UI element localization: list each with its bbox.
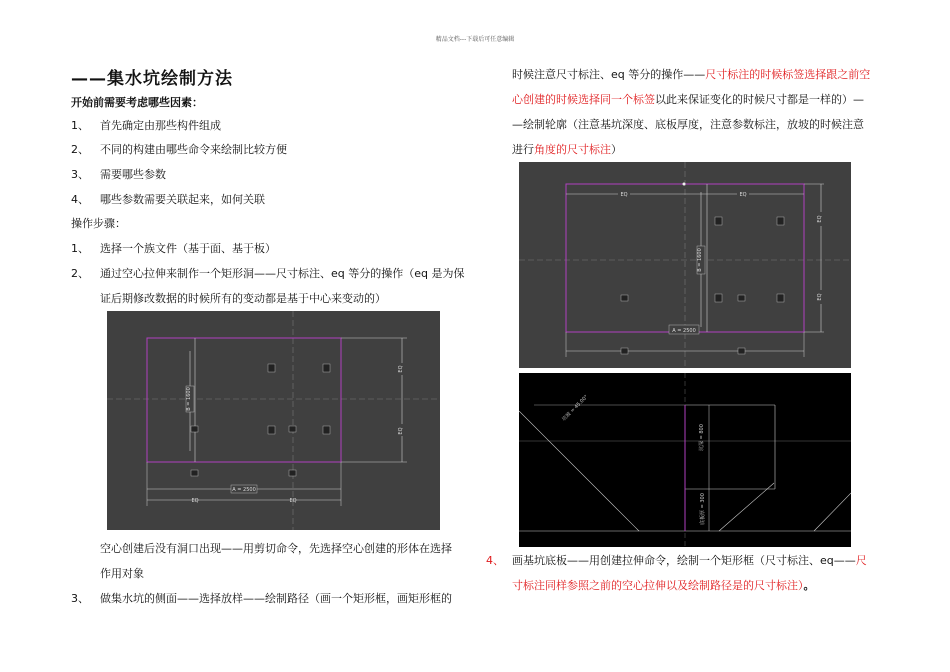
list-item: 1、 (71, 119, 89, 132)
step-note: 作用对象 (100, 567, 144, 580)
dimension-a: A = 2500 (672, 328, 696, 334)
step-text: 证后期修改数据的时候所有的变动都是基于中心来变动的） (100, 292, 386, 305)
step-number: 2、 (71, 267, 89, 280)
thickness-label: 底板厚 = 300 (700, 493, 706, 525)
step-text: 心创建的时候选择同一个标签以此来保证变化的时候尺寸都是一样的）— (512, 93, 864, 106)
eq-label: EQ (398, 427, 404, 435)
step-text: 画基坑底板——用创建拉伸命令，绘制一个矩形框（尺寸标注、eq——尺 (512, 554, 867, 567)
step-text: —绘制轮廓（注意基坑深度、底板厚度，注意参数标注，放坡的时候注意 (512, 118, 864, 131)
step-text: 进行角度的尺寸标注） (512, 143, 622, 156)
step-text: 选择一个族文件（基于面、基于板） (100, 242, 276, 255)
list-item: 4、 (71, 193, 89, 206)
step-text: 通过空心拉伸来制作一个矩形洞——尺寸标注、eq 等分的操作（eq 是为保 (100, 267, 465, 280)
eq-label: EQ (739, 192, 747, 198)
step-text: 时候注意尺寸标注、eq 等分的操作——尺寸标注的时候标签选择跟之前空 (512, 68, 871, 81)
list-item-text: 哪些参数需要关联起来，如何关联 (100, 193, 265, 206)
list-item-text: 需要哪些参数 (100, 168, 166, 181)
eq-label: EQ (817, 293, 823, 301)
eq-label: EQ (289, 498, 297, 504)
eq-label: EQ (191, 498, 199, 504)
page-title: ——集水坑绘制方法 (71, 69, 233, 89)
list-item: 2、 (71, 143, 89, 156)
section-subtitle: 开始前需要考虑哪些因素： (71, 96, 203, 109)
list-item-text: 首先确定由那些构件组成 (100, 119, 221, 132)
eq-label: EQ (398, 365, 404, 373)
figure-sweep-path (519, 162, 851, 368)
dimension-b: B = 1600 (186, 387, 192, 411)
step-text: 寸标注同样参照之前的空心拉伸以及绘制路径是的尺寸标注）。 (512, 579, 815, 592)
step-number: 4、 (486, 554, 504, 567)
step-text: 做集水坑的侧面——选择放样——绘制路径（画一个矩形框，画矩形框的 (100, 592, 452, 605)
list-item: 3、 (71, 168, 89, 181)
slope-angle-label: 坑坡 = 45.00° (561, 393, 590, 423)
steps-heading: 操作步骤： (71, 217, 126, 230)
step-number: 3、 (71, 592, 89, 605)
eq-label: EQ (817, 215, 823, 223)
list-item-text: 不同的构建由哪些命令来绘制比较方便 (100, 143, 287, 156)
figure-profile (519, 373, 851, 547)
step-note: 空心创建后没有洞口出现——用剪切命令，先选择空心创建的形体在选择 (100, 542, 452, 555)
page-header: 精品文档---下载后可任意编辑 (435, 36, 515, 43)
dimension-a: A = 2500 (232, 487, 256, 493)
depth-label: 坑深 = 800 (699, 424, 705, 451)
step-number: 1、 (71, 242, 89, 255)
eq-label: EQ (620, 192, 628, 198)
figure-hollow-extrusion (107, 311, 440, 530)
dimension-b: B = 1600 (697, 248, 703, 272)
